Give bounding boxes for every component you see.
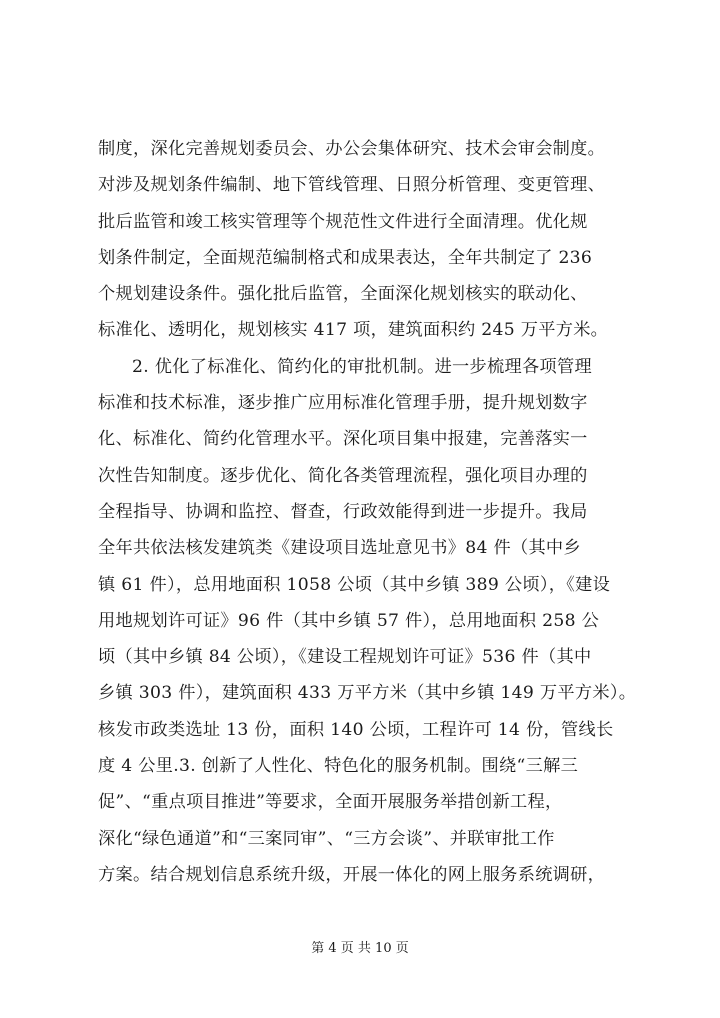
text-line: 用地规划许可证》96 件（其中乡镇 57 件），总用地面积 258 公 <box>98 610 600 631</box>
text-line: 2. 优化了标准化、简约化的审批机制。进一步梳理各项管理 <box>132 356 592 377</box>
text-line: 化、标准化、简约化管理水平。深化项目集中报建，完善落实一 <box>98 429 588 450</box>
text-line: 制度，深化完善规划委员会、办公会集体研究、技术会审会制度。 <box>98 139 606 159</box>
text-line: 乡镇 303 件），建筑面积 433 万平方米（其中乡镇 149 万平方米）。 <box>98 683 637 704</box>
text-line: 批后监管和竣工核实管理等个规范性文件进行全面清理。优化规 <box>98 211 588 232</box>
text-line: 标准和技术标准，逐步推广应用标准化管理手册，提升规划数字 <box>98 393 588 414</box>
text-line: 全程指导、协调和监控、督查，行政效能得到进一步提升。我局 <box>98 501 588 522</box>
text-line: 划条件制定，全面规范编制格式和成果表达，全年共制定了 236 <box>98 247 593 268</box>
text-line: 核发市政类选址 13 份，面积 140 公顷，工程许可 14 份，管线长 <box>98 719 614 740</box>
text-line: 个规划建设条件。强化批后监管，全面深化规划核实的联动化、 <box>98 284 588 305</box>
text-line: 次性告知制度。逐步优化、简化各类管理流程，强化项目办理的 <box>98 465 588 486</box>
text-line: 镇 61 件），总用地面积 1058 公顷（其中乡镇 389 公顷），《建设 <box>98 574 611 595</box>
body-text <box>98 131 658 893</box>
text-line: 顷（其中乡镇 84 公顷），《建设工程规划许可证》536 件（其中 <box>98 647 592 668</box>
text-line: 度 4 公里.3. 创新了人性化、特色化的服务机制。围绕“三解三 <box>98 756 579 777</box>
text-line: 促”、“重点项目推进”等要求，全面开展服务举措创新工程， <box>98 792 563 813</box>
text-line: 深化“绿色通道”和“三案同审”、“三方会谈”、并联审批工作 <box>98 828 555 849</box>
text-line: 标准化、透明化，规划核实 417 项，建筑面积约 245 万平方米。 <box>98 320 609 341</box>
text-line: 全年共依法核发建筑类《建设项目选址意见书》84 件（其中乡 <box>98 538 581 559</box>
text-line: 对涉及规划条件编制、地下管线管理、日照分析管理、变更管理、 <box>98 175 606 196</box>
page-number: 第 4 页 共 10 页 <box>311 941 409 956</box>
text-line: 方案。结合规划信息系统升级，开展一体化的网上服务系统调研， <box>98 864 606 885</box>
